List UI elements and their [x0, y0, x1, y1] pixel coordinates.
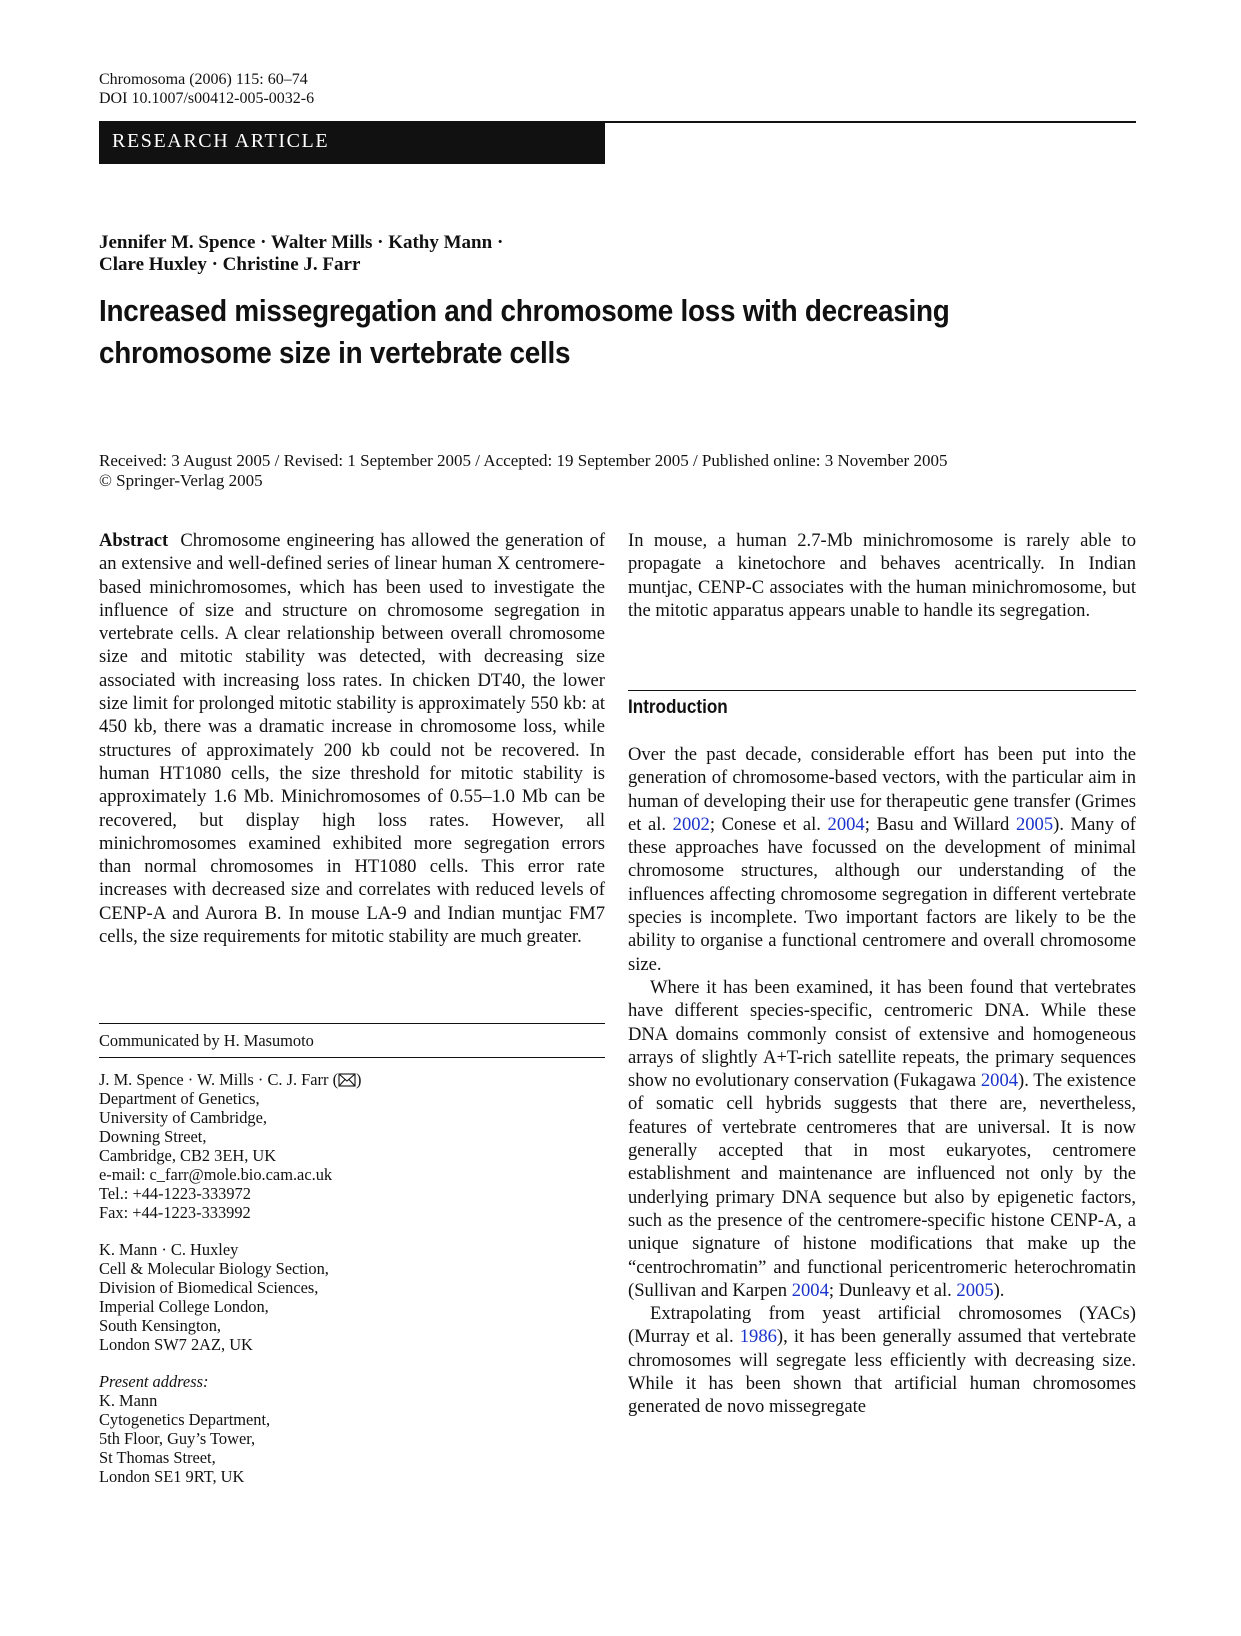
affiliation-1-line: Cambridge, CB2 3EH, UK: [99, 1146, 277, 1165]
email: e-mail: c_farr@mole.bio.cam.ac.uk: [99, 1165, 333, 1184]
intro-paragraph-1: Over the past decade, considerable effort has been put into the generation of chromosome-based vectors, with the particular aim in human of developing their use for therapeutic gene transfer (Grimes et al. 2002; Conese et al. 2004; Basu and Willard 2005). Many of these approaches have focussed on the development of minimal chromosome structures, although our understanding of the influences affecting chromosome segregation in different vertebrate species is incomplete. Two important factors are likely to be the ability to organise a functional centromere and overall chromosome size.: [628, 744, 1136, 975]
copyright-line: © Springer-Verlag 2005: [99, 471, 263, 490]
present-address-line: St Thomas Street,: [99, 1448, 216, 1467]
affiliation-2-line: Cell & Molecular Biology Section,: [99, 1259, 329, 1278]
title-line-2: chromosome size in vertebrate cells: [99, 335, 571, 370]
intro-paragraph-3: Extrapolating from yeast artificial chromosomes (YACs) (Murray et al. 1986), it has been generally assumed that vertebrate chromosomes will segregate less efficiently with decreasing size. While it has been shown that artificial human chromosomes generated de novo missegregate: [628, 1303, 1136, 1418]
present-address-line: 5th Floor, Guy’s Tower,: [99, 1429, 256, 1448]
section-rule: [628, 690, 1136, 691]
abstract-continued: [628, 529, 1136, 622]
citation-link[interactable]: 2005: [956, 1279, 994, 1301]
abstract: [99, 529, 605, 948]
communicated-by: Communicated by H. Masumoto: [99, 1031, 314, 1050]
affiliation-2-line: South Kensington,: [99, 1316, 222, 1335]
telephone: Tel.: +44-1223-333972: [99, 1184, 251, 1203]
journal-citation: [99, 70, 314, 108]
present-address-line: Cytogenetics Department,: [99, 1410, 271, 1429]
introduction-body: [628, 743, 1136, 1419]
affiliation-2-names: K. Mann · C. Huxley: [99, 1240, 239, 1259]
author-list: [99, 232, 503, 276]
affiliations: [99, 1070, 605, 1486]
fax: Fax: +44-1223-333992: [99, 1203, 251, 1222]
citation-link[interactable]: 2004: [791, 1279, 829, 1301]
article-title: [99, 290, 999, 374]
citation-link[interactable]: 2004: [980, 1070, 1019, 1092]
citation-link[interactable]: 1986: [739, 1326, 777, 1348]
abstract-text: Chromosome engineering has allowed the generation of an extensive and well-defined series of linear human X centromere-based minichromosomes, which has been used to investigate the influence of size and structure on chromosome segregation in vertebrate cells. A clear relationship between overall chromosome size and mitotic stability was detected, with decreasing size associated with increasing loss rates. In chicken DT40, the lower size limit for prolonged mitotic stability is approximately 550 kb: at 450 kb, there was a dramatic increase in chromosome loss, while structures of approximately 200 kb could not be recovered. In human HT1080 cells, the size threshold for mitotic stability is approximately 1.6 Mb. Minichromosomes of 0.55–1.0 Mb can be recovered, but display high loss rates. However, all minichromosomes examined exhibited more segregation errors than normal chromosomes in HT1080 cells. This error rate increases with decreased size and correlates with reduced levels of CENP-A and Aurora B. In mouse LA-9 and Indian muntjac FM7 cells, the size requirements for mitotic stability are much greater.: [99, 530, 606, 948]
citation-link[interactable]: 2004: [827, 813, 865, 835]
authors-line-1: Jennifer M. Spence · Walter Mills · Kathy Mann ·: [99, 232, 504, 253]
communicated-rule-bottom: [99, 1057, 605, 1058]
present-address-line: London SE1 9RT, UK: [99, 1467, 245, 1486]
journal-reference: Chromosoma (2006) 115: 60–74: [99, 71, 308, 88]
present-address-label: Present address:: [99, 1372, 209, 1391]
doi: DOI 10.1007/s00412-005-0032-6: [99, 90, 315, 107]
affiliation-2-line: Division of Biomedical Sciences,: [99, 1278, 319, 1297]
communicated-rule-top: [99, 1023, 605, 1024]
citation-link[interactable]: 2005: [1015, 813, 1054, 835]
abstract-label: Abstract: [99, 530, 169, 551]
affiliation-2-line: Imperial College London,: [99, 1297, 269, 1316]
affiliation-1-line: Department of Genetics,: [99, 1089, 260, 1108]
publication-history: [99, 451, 947, 491]
affiliation-1-line: University of Cambridge,: [99, 1108, 267, 1127]
dates-line: Received: 3 August 2005 / Revised: 1 September 2005 / Accepted: 19 September 2005 / Published online: 3 November 2005: [99, 451, 948, 470]
affiliation-2-line: London SW7 2AZ, UK: [99, 1335, 253, 1354]
authors-line-2: Clare Huxley · Christine J. Farr: [99, 254, 361, 275]
header-rule: [605, 121, 1136, 123]
section-heading-introduction: Introduction: [628, 697, 728, 718]
affiliation-1-names: J. M. Spence · W. Mills · C. J. Farr ( ): [99, 1070, 362, 1089]
article-type-label: RESEARCH ARTICLE: [112, 130, 330, 152]
intro-paragraph-2: Where it has been examined, it has been found that vertebrates have different species-specific, centromeric DNA. While these DNA domains commonly consist of extensive and homogeneous arrays of slightly A+T-rich satellite repeats, the primary sequences show no evolutionary conservation (Fukagawa 2004). The existence of somatic cell hybrids suggests that there are, nevertheless, features of vertebrate centromeres that are universal. It is now generally accepted that in most eukaryotes, centromere establishment and maintenance are influenced not only by the underlying primary DNA sequence but also by epigenetic factors, such as the presence of the centromere-specific histone CENP-A, a unique signature of histone modifications that make up the “centrochromatin” and functional pericentromeric heterochromatin (Sullivan and Karpen 2004; Dunleavy et al. 2005).: [628, 976, 1136, 1301]
article-type-banner: [99, 121, 605, 164]
citation-link[interactable]: 2002: [672, 813, 710, 835]
affiliation-1-line: Downing Street,: [99, 1127, 207, 1146]
present-address-line: K. Mann: [99, 1391, 158, 1410]
title-line-1: Increased missegregation and chromosome loss with decreasing: [99, 293, 950, 328]
abstract-continued-text: In mouse, a human 2.7-Mb minichromosome is rarely able to propagate a kinetochore and behaves acentrically. In Indian muntjac, CENP-C associates with the human minichromosome, but the mitotic apparatus appears unable to handle its segregation.: [628, 530, 1136, 621]
envelope-icon: [338, 1073, 356, 1087]
